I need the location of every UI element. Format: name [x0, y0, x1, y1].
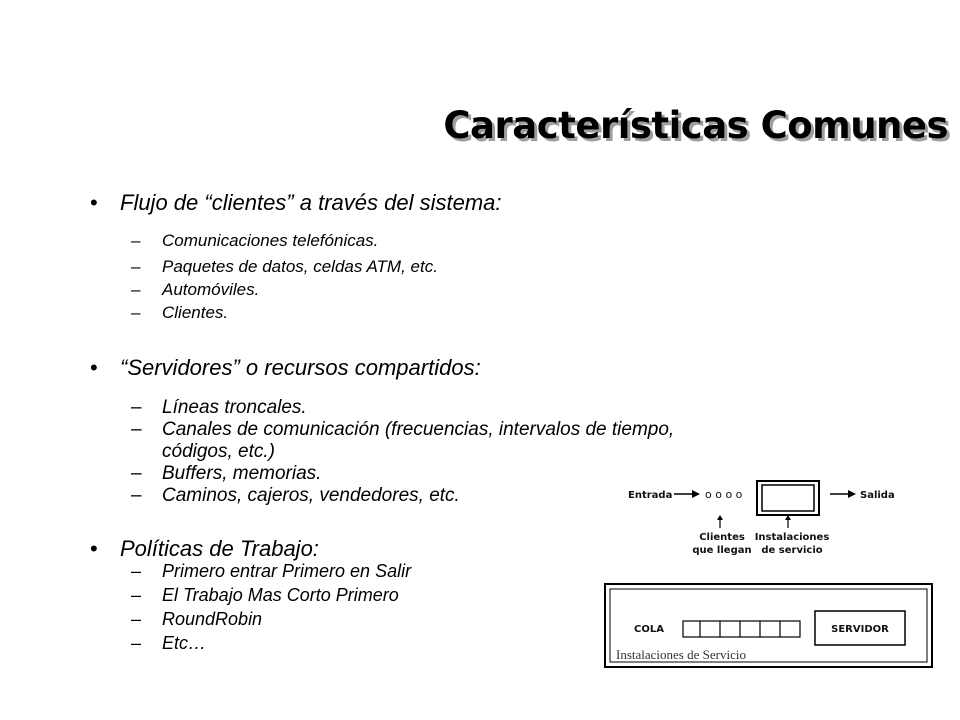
dash: – — [131, 280, 141, 299]
entrada-arrow-head — [692, 490, 700, 498]
dash: – — [131, 585, 142, 605]
flow-diagram — [620, 472, 920, 562]
sub-item-text: Automóviles. — [162, 280, 260, 299]
sub-item-text: RoundRobin — [162, 609, 263, 629]
queue-slots — [683, 621, 800, 637]
clientes-label-2: que llegan — [692, 545, 752, 556]
entrada-label: Entrada — [628, 490, 673, 501]
dash: – — [131, 397, 142, 418]
servidor-label: SERVIDOR — [831, 624, 889, 635]
sub-item-text: Caminos, cajeros, vendedores, etc. — [162, 485, 460, 506]
salida-arrow-head — [848, 490, 856, 498]
dash: – — [131, 231, 141, 250]
instalaciones-label-2: de servicio — [761, 545, 823, 556]
bullet-text: Flujo de “clientes” a través del sistema: — [120, 190, 502, 215]
service-box-inner — [762, 485, 814, 511]
dash: – — [131, 633, 142, 653]
bullet-dot: • — [90, 355, 98, 380]
sub-item-text: El Trabajo Mas Corto Primero — [162, 585, 399, 605]
sub-item-text: Canales de comunicación (frecuencias, intervalos de tiempo, — [162, 419, 675, 440]
bullet-text: Políticas de Trabajo: — [120, 536, 319, 561]
bullet-dot: • — [90, 536, 98, 561]
clientes-pointer-head — [717, 515, 723, 520]
cola-label: COLA — [634, 624, 664, 635]
salida-label: Salida — [860, 490, 895, 501]
dash: – — [131, 609, 142, 629]
dash: – — [131, 463, 142, 484]
bullet-text: “Servidores” o recursos compartidos: — [120, 355, 481, 380]
sub-item-text: Primero entrar Primero en Salir — [162, 561, 412, 581]
bullet-dot: • — [90, 190, 98, 215]
clientes-dots: o o o o — [705, 488, 743, 501]
sub-item-text: códigos, etc.) — [162, 441, 275, 462]
instalaciones-servicio-label: Instalaciones de Servicio — [616, 647, 746, 662]
sub-item-text: Clientes. — [162, 303, 229, 322]
sub-item-text: Comunicaciones telefónicas. — [162, 231, 379, 250]
sub-item-text: Líneas troncales. — [162, 397, 307, 418]
instalaciones-label-1: Instalaciones — [754, 532, 830, 543]
slide-title: Características Comunes — [443, 104, 948, 147]
dash: – — [131, 419, 142, 440]
dash: – — [131, 561, 142, 581]
sub-item-text: Buffers, memorias. — [162, 463, 322, 484]
sub-item-text: Paquetes de datos, celdas ATM, etc. — [162, 257, 438, 276]
clientes-label-1: Clientes — [699, 532, 745, 543]
sub-item-text: Etc… — [162, 633, 207, 653]
queue-diagram — [604, 583, 934, 669]
dash: – — [131, 303, 141, 322]
dash: – — [131, 257, 141, 276]
dash: – — [131, 485, 142, 506]
